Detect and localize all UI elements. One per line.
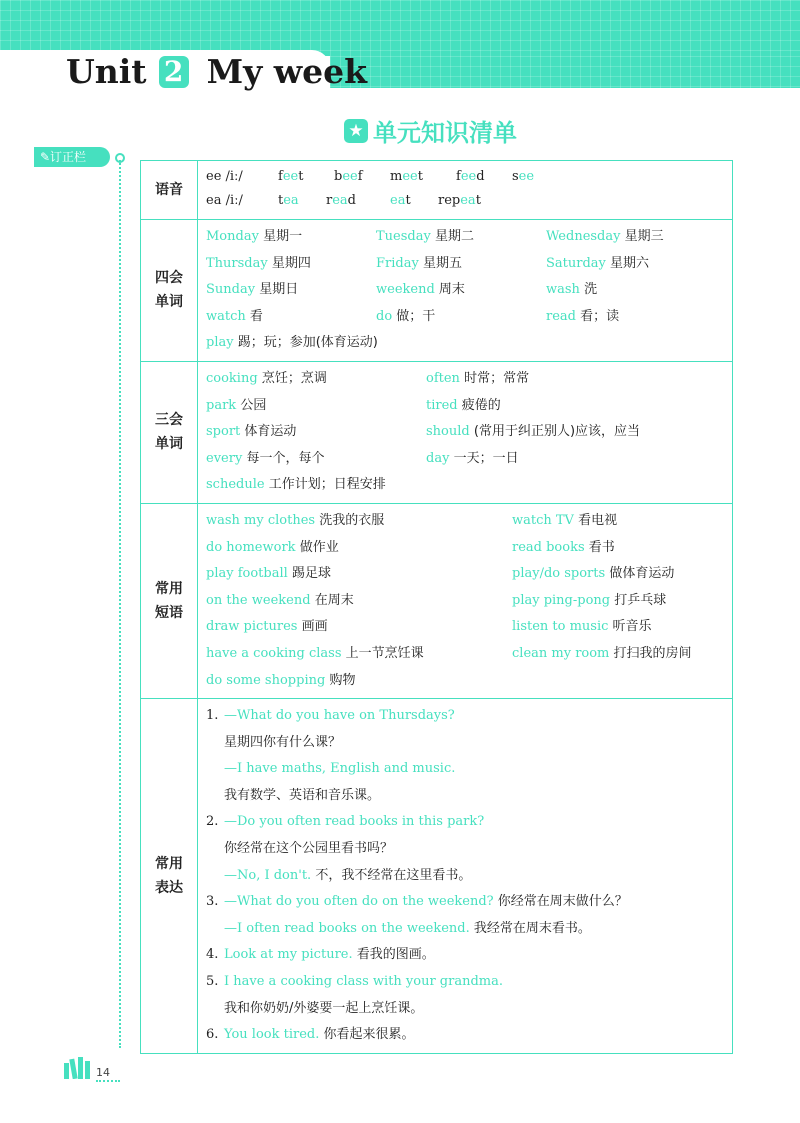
phrase-english: do homework [206,539,296,555]
four-skill-item [206,224,302,251]
phrase-english: do some shopping [206,672,326,688]
phrase-item [512,508,617,535]
expression-chinese: 你经常在周末做什么？ [497,894,628,910]
expression-chinese: 不，我不经常在这里看书。 [315,867,472,883]
four-skill-chinese: 星期五 [422,255,462,271]
four-skill-english: Thursday [206,255,268,271]
four-skill-item [546,224,664,251]
section-title [344,113,517,148]
phrase-row [206,614,732,641]
four-skill-chinese: 星期三 [624,229,664,244]
four-skill-row [206,251,732,278]
phrase-english: read books [512,539,585,555]
four-skill-item [206,304,263,331]
four-skill-row [141,220,733,362]
four-skill-item [376,277,465,304]
phonics-word-part: m [390,169,403,184]
expression-line [206,783,732,810]
four-skill-chinese: 周末 [438,282,465,298]
three-skill-item [426,393,501,420]
phonics-word [512,165,534,189]
phrase-english: play/do sports [512,566,606,582]
four-skill-english: weekend [376,282,435,298]
four-skill-chinese: 星期日 [259,282,299,298]
phrase-item [206,535,339,562]
four-skill-english: watch [206,308,246,324]
four-skill-english: Friday [376,255,419,271]
four-skill-english: Saturday [546,255,606,271]
correction-margin-line [119,160,121,1048]
phrase-item [206,668,355,695]
three-skill-chinese: 一天；一日 [453,450,519,466]
three-skill-english: often [426,370,460,386]
phrase-english: listen to music [512,619,609,635]
knowledge-table [140,160,733,1054]
expression-line [206,730,732,757]
phrase-english: watch TV [512,512,574,528]
four-skill-row [206,330,732,357]
three-skill-english: should [426,424,470,440]
phrase-chinese: 踢足球 [291,566,331,582]
expression-english: You look tired. [224,1027,320,1043]
four-skill-item [546,277,597,304]
phrases-label: 常用 短语 [141,503,198,698]
phonics-word-part: t [298,169,304,184]
phonics-word-highlight: ee [460,169,477,184]
phonics-word-highlight: ea [283,193,299,208]
phrase-chinese: 上一节烹饪课 [345,645,424,661]
phrase-chinese: 打乒乓球 [614,592,667,608]
expression-chinese: 我有数学、英语和音乐课。 [224,787,381,803]
phonics-word-highlight: ee [518,169,535,184]
expression-chinese: 我经常在周末看书。 [473,920,591,936]
four-skill-chinese: 星期一 [263,229,303,244]
phonics-word-highlight: ee [342,169,358,184]
four-skill-chinese: 星期六 [610,255,650,271]
phrase-chinese: 看书 [588,539,615,555]
page-dots [96,1080,120,1082]
four-skill-row [206,277,732,304]
four-skill-chinese: 星期四 [271,255,311,271]
phonics-word [334,165,363,189]
phonics-word [326,189,356,213]
expression-english: —I have maths, English and music. [224,761,456,777]
three-skill-row [206,366,732,393]
unit-title [66,52,367,91]
unit-number: 2 [159,56,189,88]
phrases-content [198,503,733,698]
three-skill-english: park [206,397,237,413]
phonics-row [141,161,733,220]
four-skill-english: wash [546,282,580,298]
expression-line [206,809,732,836]
correction-tag: ✎订正栏 [34,147,110,167]
phonics-word-part: t [405,193,411,208]
phrase-chinese: 看电视 [578,512,618,528]
books-icon [64,1057,92,1079]
four-skill-chinese: 看 [249,308,263,324]
three-skill-label: 三会 单词 [141,361,198,503]
expression-line [206,996,732,1023]
phonics-word-highlight: ee [282,169,299,184]
expression-chinese: 我和你奶奶/外婆要一起上烹饪课。 [224,1000,424,1016]
expression-english: —What do you have on Thursdays? [224,708,455,724]
expression-line [206,863,732,890]
page-number: 14 [96,1066,110,1079]
phonics-word-part: r [326,193,333,208]
phrase-row [206,535,732,562]
expression-number: 6. [206,1027,219,1043]
phrase-chinese: 做体育运动 [609,566,675,582]
four-skill-chinese: 看；读 [580,308,620,324]
four-skill-row [206,304,732,331]
expression-english: —What do you often do on the weekend? [224,894,494,910]
phrase-chinese: 洗我的衣服 [319,512,385,528]
four-skill-english: Sunday [206,282,256,298]
expression-number: 3. [206,894,219,910]
expression-chinese: 看我的图画。 [356,947,435,963]
phrase-item [512,614,652,641]
phrases-row [141,503,733,698]
expression-chinese: 你看起来很累。 [323,1027,415,1043]
three-skill-chinese: 烹饪；烹调 [261,370,327,386]
three-skill-item [426,366,529,393]
phrase-item [512,535,615,562]
expression-line [206,1022,732,1049]
phonics-line [206,165,732,189]
four-skill-english: do [376,308,393,324]
four-skill-item [546,304,619,331]
phrase-english: draw pictures [206,619,298,635]
phrase-row [206,668,732,695]
phrase-row [206,561,732,588]
three-skill-row [206,472,732,499]
phrase-english: clean my room [512,645,610,661]
header-band-right [330,56,800,88]
three-skill-chinese: 疲倦的 [461,397,501,413]
expression-number: 5. [206,974,219,990]
phrase-item [206,588,354,615]
phrase-english: play ping-pong [512,592,611,608]
four-skill-chinese: 星期二 [434,229,474,244]
unit-word: Unit [66,52,147,91]
phrase-item [512,588,666,615]
phonics-word [456,165,485,189]
four-skill-row [206,224,732,251]
three-skill-english: day [426,450,450,466]
three-skill-english: tired [426,397,458,413]
four-skill-chinese: 做；干 [396,308,436,324]
phonics-word-part: f [456,169,461,184]
phonics-word-highlight: ea [390,193,406,208]
expression-line [206,756,732,783]
three-skill-chinese: 工作计划；日程安排 [268,477,386,493]
three-skill-content [198,361,733,503]
three-skill-chinese: 体育运动 [244,424,297,440]
expression-english: —I often read books on the weekend. [224,920,470,936]
phonics-label: 语音 [141,161,198,220]
phrase-chinese: 听音乐 [612,619,652,635]
three-skill-row [206,446,732,473]
unit-name: My week [206,52,368,91]
phonics-word [278,165,303,189]
phrase-chinese: 打扫我的房间 [613,645,692,661]
three-skill-row [141,361,733,503]
expression-number: 1. [206,708,219,724]
four-skill-content [198,220,733,362]
phonics-word-part: d [347,193,356,208]
three-skill-chinese: 时常；常常 [464,370,530,386]
phrase-item [512,561,674,588]
three-skill-chinese: (常用于纠正别人)应该，应当 [473,424,641,440]
four-skill-item [376,251,462,278]
four-skill-item [376,304,435,331]
phonics-sound: ee /iː/ [206,169,243,184]
phrase-chinese: 做作业 [299,539,339,555]
phonics-line [206,189,732,213]
phonics-word [390,165,423,189]
three-skill-chinese: 公园 [240,397,267,413]
expression-english: Look at my picture. [224,947,353,963]
expressions-row [141,699,733,1054]
expression-line [206,916,732,943]
expression-chinese: 星期四你有什么课？ [224,734,342,750]
phrase-item [206,508,384,535]
phrase-english: wash my clothes [206,512,316,528]
phrase-chinese: 购物 [329,672,356,688]
phrase-english: play football [206,566,288,582]
phonics-word-part: f [278,169,283,184]
phonics-word-part: t [417,169,423,184]
four-skill-item [206,277,298,304]
four-skill-item [206,251,311,278]
phrase-row [206,508,732,535]
phonics-word-part: f [357,169,363,184]
three-skill-item [206,366,327,393]
three-skill-english: schedule [206,477,265,493]
phonics-word-part: b [334,169,343,184]
four-skill-item [206,330,378,357]
three-skill-item [206,446,324,473]
expression-line [206,942,732,969]
expression-number: 2. [206,814,219,830]
phonics-word [278,189,299,213]
phonics-word-part: rep [438,193,461,208]
phonics-word [438,189,481,213]
expression-number: 4. [206,947,219,963]
phonics-sound: ea /iː/ [206,193,243,208]
phrase-chinese: 在周末 [314,592,354,608]
phonics-word-highlight: ee [402,169,418,184]
phonics-word-highlight: ea [332,193,348,208]
three-skill-row [206,393,732,420]
phonics-word-part: t [278,193,284,208]
phonics-word-part: d [476,169,485,184]
phonics-content [198,161,733,220]
four-skill-english: Tuesday [376,229,431,244]
four-skill-label: 四会 单词 [141,220,198,362]
expression-english: —Do you often read books in this park? [224,814,485,830]
phonics-word-part: t [475,193,481,208]
three-skill-english: sport [206,424,241,440]
phonics-word-part: s [512,169,519,184]
three-skill-row [206,419,732,446]
four-skill-chinese: 踢；玩；参加(体育运动) [237,335,378,351]
expressions-label: 常用 表达 [141,699,198,1054]
three-skill-item [206,472,386,499]
phrase-item [206,561,331,588]
section-title-text: 单元知识清单 [373,119,517,147]
phrase-english: on the weekend [206,592,311,608]
four-skill-item [376,224,474,251]
three-skill-english: cooking [206,370,258,386]
three-skill-item [426,446,519,473]
phrase-row [206,588,732,615]
three-skill-item [206,393,266,420]
header-band [0,0,800,56]
phonics-word [390,189,411,213]
phrase-item [206,641,424,668]
three-skill-english: every [206,450,243,466]
expression-chinese: 你经常在这个公园里看书吗？ [224,841,394,857]
expressions-content [198,699,733,1054]
expression-line [206,836,732,863]
phrase-chinese: 画画 [301,619,328,635]
phrase-item [512,641,692,668]
four-skill-item [546,251,649,278]
expression-line [206,703,732,730]
three-skill-item [426,419,640,446]
phonics-word-highlight: ea [460,193,476,208]
phrase-row [206,641,732,668]
star-icon: ★ [344,119,368,143]
four-skill-english: Wednesday [546,229,621,244]
phrase-english: have a cooking class [206,645,342,661]
four-skill-chinese: 洗 [584,282,598,298]
four-skill-english: Monday [206,229,259,244]
expression-english: —No, I don't. [224,867,312,883]
expression-english: I have a cooking class with your grandma. [224,974,503,990]
phrase-item [206,614,328,641]
expression-line [206,889,732,916]
four-skill-english: play [206,335,234,351]
expression-line [206,969,732,996]
four-skill-english: read [546,308,576,324]
three-skill-chinese: 每一个，每个 [246,450,325,466]
three-skill-item [206,419,296,446]
